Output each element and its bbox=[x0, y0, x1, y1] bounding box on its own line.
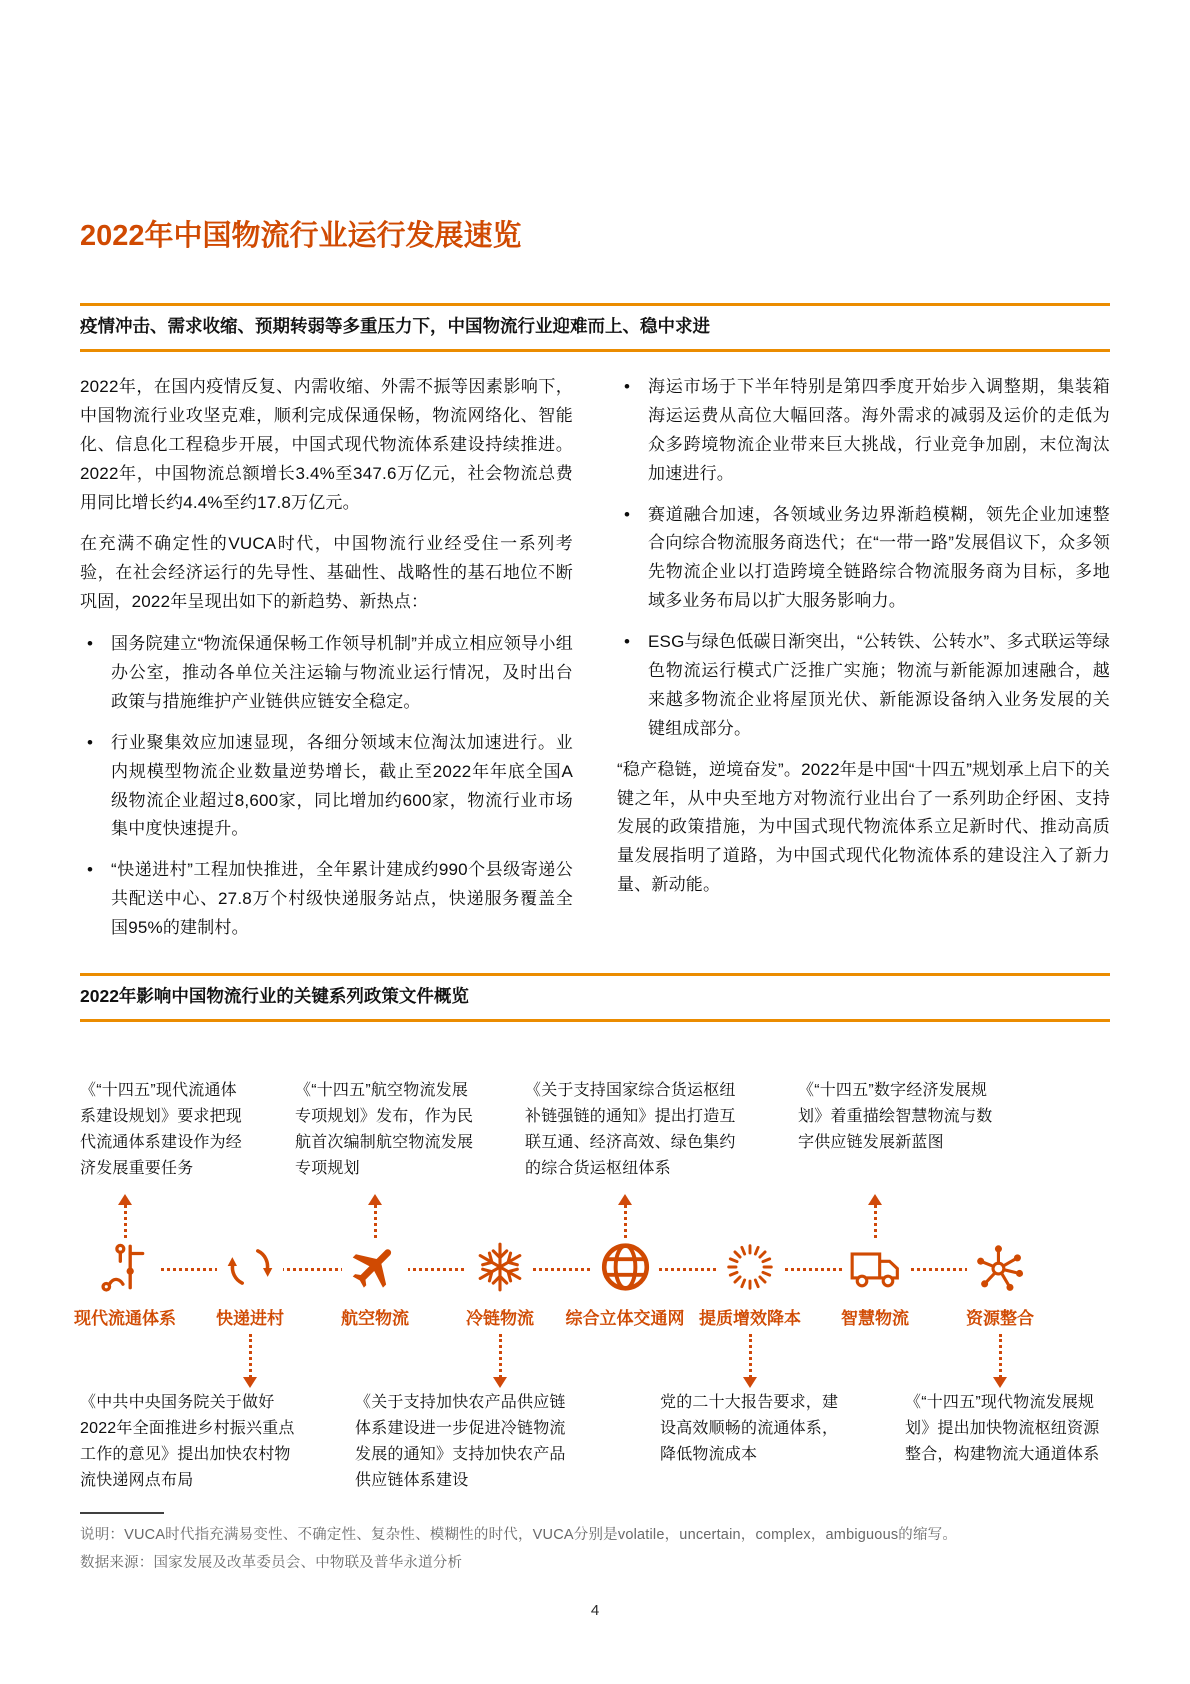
milestone-modern-circulation bbox=[74, 1238, 176, 1329]
globe-icon bbox=[592, 1238, 658, 1296]
left-bullet-list bbox=[80, 630, 573, 943]
bottom-policy-note: 《“十四五”现代物流发展规划》提出加快物流枢纽资源整合，构建物流大通道体系 bbox=[905, 1394, 1100, 1463]
delivery-truck-icon bbox=[842, 1238, 908, 1296]
right-bullet-list bbox=[617, 373, 1110, 744]
section1-header-band bbox=[80, 303, 1110, 352]
snowflake-icon bbox=[467, 1238, 533, 1296]
cycle-arrows-icon bbox=[217, 1238, 283, 1296]
milestone-label: 冷链物流 bbox=[466, 1309, 534, 1328]
milestone-express-to-village bbox=[216, 1238, 284, 1329]
milestone-cold-chain bbox=[466, 1238, 534, 1329]
section2-header: 2022年影响中国物流行业的关键系列政策文件概览 bbox=[80, 986, 469, 1006]
top-policy-note: 《“十四五”数字经济发展规划》着重描绘智慧物流与数字供应链发展新蓝图 bbox=[798, 1082, 993, 1151]
top-policy-note: 《关于支持国家综合货运枢纽补链强链的通知》提出打造互联互通、经济高效、绿色集约的综合货运枢纽体系 bbox=[525, 1082, 736, 1177]
top-policy-note: 《“十四五”现代流通体系建设规划》要求把现代流通体系建设作为经济发展重要任务 bbox=[80, 1082, 243, 1177]
bottom-policy-note: 《关于支持加快农产品供应链体系建设进一步促进冷链物流发展的通知》支持加快农产品供应链体系建设 bbox=[355, 1394, 566, 1489]
body-columns bbox=[80, 373, 1110, 955]
footnote-source: 数据来源：国家发展及改革委员会、中物联及普华永道分析 bbox=[80, 1555, 463, 1572]
bullet-item: • 行业聚集效应加速显现，各细分领域末位淘汰加速进行。业内规模型物流企业数量逆势增长，截止至2022年年底全国A级物流企业超过8,600家，同比增加约600家，物流行业市场集中度快速提升。 bbox=[80, 729, 573, 845]
paragraph-overview: 2022年，在国内疫情反复、内需收缩、外需不振等因素影响下，中国物流行业攻坚克难，顺利完成保通保畅，物流网络化、智能化、信息化工程稳步开展，中国式现代物流体系建设持续推进。2022年，中国物流总额增长3.4%至347.6万亿元，社会物流总费用同比增长约4.4%至约17.8万亿元。 bbox=[80, 376, 573, 512]
paragraph-closing: “稳产稳链，逆境奋发”。2022年是中国“十四五”规划承上启下的关键之年，从中央至地方对物流行业出台了一系列助企纾困、支持发展的政策措施，为中国式现代物流体系立足新时代、推动高质量发展指明了道路，为中国式现代化物流体系的建设注入了新力量、新动能。 bbox=[617, 759, 1110, 895]
bullet-item: • “快递进村”工程加快推进，全年累计建成约990个县级寄递公共配送中心、27.8万个村级快递服务站点，快递服务覆盖全国95%的建制村。 bbox=[80, 856, 573, 943]
footnote bbox=[80, 1512, 1110, 1581]
milestone-efficiency bbox=[699, 1238, 801, 1329]
top-policy-note: 《“十四五”航空物流发展专项规划》发布，作为民航首次编制航空物流发展专项规划 bbox=[295, 1082, 474, 1177]
airplane-icon bbox=[342, 1238, 408, 1296]
bullet-item: • 国务院建立“物流保通保畅工作领导机制”并成立相应领导小组办公室，推动各单位关注运输与物流业运行情况，及时出台政策与措施维护产业链供应链安全稳定。 bbox=[80, 630, 573, 717]
right-column bbox=[617, 373, 1110, 955]
page-title: 2022年中国物流行业运行发展速览 bbox=[80, 220, 522, 252]
milestone-resource-integration bbox=[966, 1238, 1034, 1329]
down-arrow bbox=[749, 1334, 752, 1378]
network-nodes-icon bbox=[967, 1238, 1033, 1296]
section1-header: 疫情冲击、需求收缩、预期转弱等多重压力下，中国物流行业迎难而上、稳中求进 bbox=[80, 316, 710, 337]
milestone-label: 现代流通体系 bbox=[74, 1309, 176, 1328]
bottom-policy-note: 党的二十大报告要求，建设高效顺畅的流通体系，降低物流成本 bbox=[660, 1394, 839, 1463]
route-map-icon bbox=[92, 1238, 158, 1296]
milestone-smart-logistics bbox=[841, 1238, 909, 1329]
down-arrow bbox=[999, 1334, 1002, 1378]
paragraph-vuca: 在充满不确定性的VUCA时代，中国物流行业经受住一系列考验，在社会经济运行的先导性、基础性、战略性的基石地位不断巩固，2022年呈现出如下的新趋势、新热点： bbox=[80, 534, 573, 612]
page-number: 4 bbox=[590, 1602, 600, 1619]
sunburst-icon bbox=[717, 1238, 783, 1296]
milestone-transport-network bbox=[566, 1238, 685, 1329]
milestone-label: 快递进村 bbox=[216, 1309, 284, 1328]
milestone-label: 资源整合 bbox=[966, 1309, 1034, 1328]
footnote-divider bbox=[80, 1512, 164, 1514]
bullet-item: • ESG与绿色低碳日渐突出，“公转铁、公转水”、多式联运等绿色物流运行模式广泛推广实施；物流与新能源加速融合，越来越多物流企业将屋顶光伏、新能源设备纳入业务发展的关键组成部分。 bbox=[617, 628, 1110, 744]
policy-timeline bbox=[0, 1012, 1190, 1517]
down-arrow bbox=[499, 1334, 502, 1378]
milestone-label: 综合立体交通网 bbox=[565, 1309, 685, 1328]
footnote-note: 说明：VUCA时代指充满易变性、不确定性、复杂性、模糊性的时代，VUCA分别是volatile，uncertain，complex，ambiguous的缩写。 bbox=[80, 1527, 958, 1543]
milestone-label: 提质增效降本 bbox=[699, 1309, 801, 1328]
milestone-label: 航空物流 bbox=[341, 1309, 409, 1328]
left-column bbox=[80, 373, 573, 955]
bullet-item: • 海运市场于下半年特别是第四季度开始步入调整期，集装箱海运运费从高位大幅回落。海外需求的减弱及运价的走低为众多跨境物流企业带来巨大挑战，行业竞争加剧，末位淘汰加速进行。 bbox=[617, 373, 1110, 489]
milestone-label: 智慧物流 bbox=[841, 1309, 909, 1328]
bottom-policy-note: 《中共中央国务院关于做好2022年全面推进乡村振兴重点工作的意见》提出加快农村物流快递网点布局 bbox=[80, 1394, 295, 1489]
down-arrow bbox=[249, 1334, 252, 1378]
milestone-air-logistics bbox=[341, 1238, 409, 1329]
bullet-item: • 赛道融合加速，各领域业务边界渐趋模糊，领先企业加速整合向综合物流服务商迭代；在“一带一路”发展倡议下，众多领先物流企业以打造跨境全链路综合物流服务商为目标，多地域多业务布局以扩大服务影响力。 bbox=[617, 501, 1110, 617]
